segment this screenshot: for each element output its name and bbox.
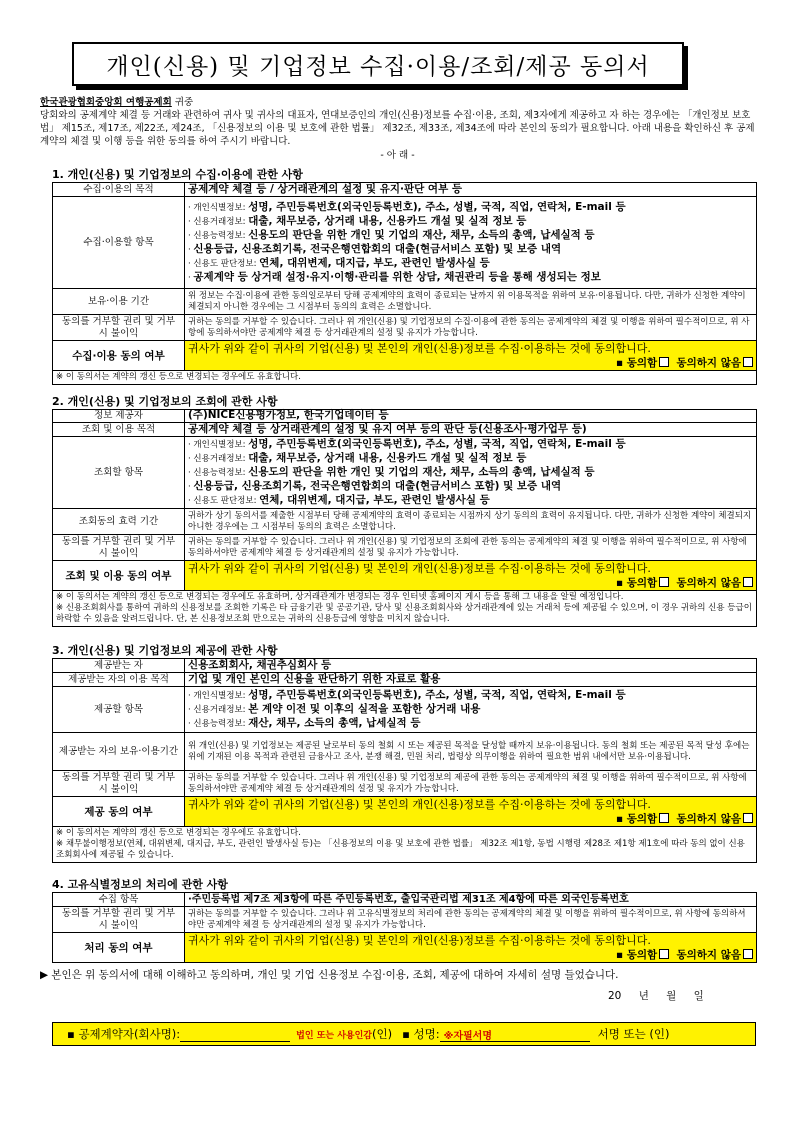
section-3-title: 3. 개인(신용) 및 기업정보의 제공에 관한 사항 — [52, 644, 278, 657]
s4-refuse-value: 귀하는 동의를 거부할 수 있습니다. 그러나 위 고유식별정보의 처리에 관한 동의는 공제계약의 체결 및 이행을 위하여 필수적이므로, 위 사항에 동의하셔야만 공제계약 체결 등 상거래관계의 설정 및 유지가 가능합니다. — [185, 907, 757, 933]
section-2-table — [52, 409, 757, 627]
intro-center: - 아 래 - — [380, 150, 415, 161]
section-1 — [52, 168, 757, 385]
section-4 — [52, 878, 757, 963]
name-label: ▪ 성명: — [402, 1027, 440, 1041]
section-4-title: 4. 고유식별정보의 처리에 관한 사항 — [52, 878, 228, 891]
consent-question: 귀사가 위와 같이 귀사의 기업(신용) 및 본인의 개인(신용)정보를 수집·이용하는 것에 동의합니다. — [188, 562, 651, 575]
seal-mark: (인) — [372, 1027, 393, 1041]
seal-note: 법인 또는 사용인감 — [296, 1030, 372, 1041]
s1-period-label: 보유·이용 기간 — [53, 289, 185, 315]
list-item: · 신용거래정보: 대출, 채무보증, 상거래 내용, 신용카드 개설 및 실적 정보 등 — [188, 451, 527, 464]
s3-purpose-label: 제공받는 자의 이용 목적 — [53, 673, 185, 687]
s2-consent-cell — [185, 561, 757, 591]
consent-question: 귀사가 위와 같이 귀사의 기업(신용) 및 본인의 개인(신용)정보를 수집·이용하는 것에 동의합니다. — [188, 934, 651, 947]
s1-note: ※ 이 동의서는 계약의 갱신 등으로 변경되는 경우에도 유효합니다. — [53, 371, 757, 385]
list-item: · 신용도 판단정보: 연체, 대위변제, 대지급, 부도, 관련인 발생사실 등 — [188, 493, 490, 506]
s3-consent-cell — [185, 797, 757, 827]
s3-purpose-value: 기업 및 개인 본인의 신용을 판단하기 위한 자료로 활용 — [185, 673, 757, 687]
s2-period-value: 귀하가 상기 동의서를 제출한 시점부터 당해 공제계약의 효력이 종료되는 시점까지 상기 동의의 효력이 유지됩니다. 다만, 귀하가 신청한 계약이 체결되지 아니한 경우에는 그 시점부터 동의의 효력은 소멸합니다. — [185, 509, 757, 535]
consent-question: 귀사가 위와 같이 귀사의 기업(신용) 및 본인의 개인(신용)정보를 수집·이용하는 것에 동의합니다. — [188, 342, 651, 355]
s3-notes — [53, 827, 757, 863]
intro — [40, 96, 755, 162]
list-item: · 신용거래정보: 본 계약 이전 및 이후의 실적을 포함한 상거래 내용 — [188, 702, 481, 715]
agree-checkbox[interactable] — [659, 357, 669, 367]
s1-purpose-label: 수집·이용의 목적 — [53, 183, 185, 197]
list-item: · 신용능력정보: 신용도의 판단을 위한 개인 및 기업의 재산, 채무, 소득의 총액, 납세실적 등 — [188, 228, 595, 241]
s2-note-2: ※ 신용조회회사를 통하여 귀하의 신용정보를 조회한 기록은 타 금융기관 및 공공기관, 당사 및 신용조회회사와 상거래관계에 있는 거래처 등에 제공될 수 있으며, 이 경우 귀하의 신용 등급이 하락할 수 있음을 알려드립니다. 단, 본 신용정보조회 만으로는 귀하의 신용등급에 영향을 미치지 않습니다. — [56, 603, 752, 624]
s3-note-1: ※ 이 동의서는 계약의 갱신 등으로 변경되는 경우에도 유효합니다. — [56, 828, 301, 838]
consent-options: ▪ 동의함 동의하지 않음 — [188, 948, 753, 962]
agree-checkbox[interactable] — [659, 949, 669, 959]
consent-question: 귀사가 위와 같이 귀사의 기업(신용) 및 본인의 개인(신용)정보를 수집·이용하는 것에 동의합니다. — [188, 798, 651, 811]
s3-items-label: 제공할 항목 — [53, 687, 185, 733]
section-3 — [52, 644, 757, 863]
s2-items-label: 조회할 항목 — [53, 437, 185, 509]
list-item: · 개인식별정보: 성명, 주민등록번호(외국인등록번호), 주소, 성별, 국적, 직업, 연락처, E-mail 등 — [188, 200, 626, 213]
section-4-table — [52, 892, 757, 963]
disagree-checkbox[interactable] — [743, 949, 753, 959]
s4-items-value: ·주민등록법 제7조 제3항에 따른 주민등록번호, 출입국관리법 제31조 제4항에 따른 외국인등록번호 — [185, 893, 757, 907]
s2-refuse-value: 귀하는 동의를 거부할 수 있습니다. 그러나 위 개인(신용) 및 기업정보의 조회에 관한 동의는 공제계약의 체결 및 이행을 위하여 필수적이므로, 위 사항에 동의하셔야만 공제계약 체결 등 상거래관계의 설정 및 유지가 가능합니다. — [185, 535, 757, 561]
s3-period-label: 제공받는 자의 보유·이용기간 — [53, 733, 185, 771]
company-label: ▪ 공제계약자(회사명): — [67, 1027, 181, 1041]
intro-suffix: 귀중 — [171, 97, 194, 108]
s1-purpose-value: 공제계약 체결 등 / 상거래관계의 설정 및 유지·판단 여부 등 — [185, 183, 757, 197]
s2-notes — [53, 591, 757, 627]
disagree-checkbox[interactable] — [743, 357, 753, 367]
list-item: · 개인식별정보: 성명, 주민등록번호(외국인등록번호), 주소, 성별, 국적, 직업, 연락처, E-mail 등 — [188, 437, 626, 450]
section-2 — [52, 395, 757, 627]
section-1-title: 1. 개인(신용) 및 기업정보의 수집·이용에 관한 사항 — [52, 168, 303, 181]
page-title: 개인(신용) 및 기업정보 수집·이용/조회/제공 동의서 — [72, 42, 684, 86]
s2-provider-value: (주)NICE신용평가정보, 한국기업데이터 등 — [185, 410, 757, 423]
s3-period-value: 위 개인(신용) 및 기업정보는 제공된 날로부터 동의 철회 시 또는 제공된 목적을 달성할 때까지 보유·이용됩니다. 동의 철회 또는 제공된 목적 달성 후에는 위에 기재된 이용 목적과 관련된 금융사고 조사, 분쟁 해결, 민원 처리, 법령상 의무이행을 위하여 필요한 범위 내에서만 보유·이용됩니다. — [185, 733, 757, 771]
list-item: · 신용능력정보: 재산, 채무, 소득의 총액, 납세실적 등 — [188, 716, 421, 729]
list-item: · 신용등급, 신용조회기록, 전국은행연합회의 대출(현금서비스 포함) 및 보증 내역 — [188, 479, 562, 492]
intro-body: 당회와의 공제계약 체결 등 거래와 관련하여 귀사 및 귀사의 대표자, 연대보증인의 개인(신용)정보를 수집·이용, 조회, 제3자에게 제공하고 자 하는 경우에는 「개인정보 보호법」 제15조, 제17조, 제22조, 제24조, 「신용정보의 이용 및 보호에 관한 법률」 제32조, 제33조, 제34조에 따라 본인의 동의가 필요합니다. 아래 내용을 확인하신 후 공제계약의 체결 및 이행 등을 위한 동의를 하여 주시기 바랍니다. — [40, 110, 755, 147]
signature-bar — [52, 1022, 756, 1046]
s2-period-label: 조회동의 효력 기간 — [53, 509, 185, 535]
consent-options: ▪ 동의함 동의하지 않음 — [188, 812, 753, 826]
s3-refuse-value: 귀하는 동의를 거부할 수 있습니다. 그러나 위 개인(신용) 및 기업정보의 제공에 관한 동의는 공제계약의 체결 및 이행을 위하여 필수적이므로, 위 사항에 동의하셔야만 공제계약 체결 등 상거래관계의 설정 및 유지가 가능합니다. — [185, 771, 757, 797]
list-item: · 신용거래정보: 대출, 채무보증, 상거래 내용, 신용카드 개설 및 실적 정보 등 — [188, 214, 527, 227]
consent-options: ▪ 동의함 동의하지 않음 — [188, 576, 753, 590]
agree-checkbox[interactable] — [659, 813, 669, 823]
s3-receiver-label: 제공받는 자 — [53, 659, 185, 673]
company-field[interactable] — [180, 1027, 290, 1042]
s4-consent-cell — [185, 933, 757, 963]
consent-options: ▪ 동의함 동의하지 않음 — [188, 356, 753, 370]
s2-purpose-label: 조회 및 이용 목적 — [53, 423, 185, 437]
list-item: · 공제계약 등 상거래 설정·유지·이행·관리를 위한 상담, 채권관리 등을 통해 생성되는 정보 — [188, 270, 601, 283]
s1-period-value: 위 정보는 수집·이용에 관한 동의일로부터 당해 공제계약의 효력이 종료되는 날까지 위 이용목적을 위하여 보유·이용됩니다. 다만, 귀하가 신청한 계약이 체결되지 아니한 경우에는 그 시점부터 동의의 효력은 소멸합니다. — [185, 289, 757, 315]
date-line[interactable]: 20 년 월 일 — [608, 990, 704, 1002]
list-item: · 개인식별정보: 성명, 주민등록번호(외국인등록번호), 주소, 성별, 국적, 직업, 연락처, E-mail 등 — [188, 688, 626, 701]
s4-items-label: 수집 항목 — [53, 893, 185, 907]
agree-checkbox[interactable] — [659, 577, 669, 587]
s1-consent-cell — [185, 341, 757, 371]
list-item: · 신용능력정보: 신용도의 판단을 위한 개인 및 기업의 재산, 채무, 소득의 총액, 납세실적 등 — [188, 465, 595, 478]
s1-refuse-value: 귀하는 동의를 거부할 수 있습니다. 그러나 위 개인(신용) 및 기업정보의 수집·이용에 관한 동의는 공제계약의 체결 및 이행을 위하여 필수적이므로, 위 사항에 동의하셔야만 공제계약 체결 등 상거래관계의 설정 및 유지가 가능합니다. — [185, 315, 757, 341]
disagree-checkbox[interactable] — [743, 577, 753, 587]
section-1-table — [52, 182, 757, 385]
s3-note-2: ※ 채무불이행정보(연체, 대위변제, 대지급, 부도, 관련인 발생사실 등)는 「신용정보의 이용 및 보호에 관한 법률」 제32조 제1항, 동법 시행령 제28조 제1항 제1호에 따라 동의 없이 신용조회회사에 제공될 수 있습니다. — [56, 839, 745, 860]
s2-items-list — [185, 437, 757, 509]
s2-provider-label: 정보 제공자 — [53, 410, 185, 423]
s2-purpose-value: 공제계약 체결 등 상거래관계의 설정 및 유지 여부 등의 판단 등(신용조사·평가업무 등) — [185, 423, 757, 437]
s1-consent-label: 수집·이용 동의 여부 — [53, 341, 185, 371]
s3-items-list — [185, 687, 757, 733]
s3-receiver-value: 신용조회회사, 채권추심회사 등 — [185, 659, 757, 673]
section-3-table — [52, 658, 757, 863]
s1-items-label: 수집·이용할 항목 — [53, 197, 185, 289]
disagree-checkbox[interactable] — [743, 813, 753, 823]
footer-statement: ▶ 본인은 위 동의서에 대해 이해하고 동의하며, 개인 및 기업 신용정보 수집·이용, 조회, 제공에 대하여 자세히 설명 들었습니다. — [40, 969, 619, 981]
section-2-title: 2. 개인(신용) 및 기업정보의 조회에 관한 사항 — [52, 395, 278, 408]
s3-refuse-label: 동의를 거부할 권리 및 거부 시 불이익 — [53, 771, 185, 797]
s3-consent-label: 제공 동의 여부 — [53, 797, 185, 827]
s4-refuse-label: 동의를 거부할 권리 및 거부 시 불이익 — [53, 907, 185, 933]
sign-label: 서명 또는 (인) — [597, 1027, 670, 1041]
name-field[interactable]: ※자필서명 — [440, 1027, 590, 1042]
list-item: · 신용등급, 신용조회기록, 전국은행연합회의 대출(현금서비스 포함) 및 보증 내역 — [188, 242, 562, 255]
s1-items-list — [185, 197, 757, 289]
s2-refuse-label: 동의를 거부할 권리 및 거부 시 불이익 — [53, 535, 185, 561]
s4-consent-label: 처리 동의 여부 — [53, 933, 185, 963]
s2-consent-label: 조회 및 이용 동의 여부 — [53, 561, 185, 591]
s2-note-1: ※ 이 동의서는 계약의 갱신 등으로 변경되는 경우에도 유효하며, 상거래관계가 변경되는 경우 인터넷 홈페이지 게시 등을 통해 그 내용을 알릴 예정입니다. — [56, 592, 624, 602]
intro-org: 한국관광협회중앙회 여행공제회 — [40, 97, 172, 108]
list-item: · 신용도 판단정보: 연체, 대위변제, 대지급, 부도, 관련인 발생사실 등 — [188, 256, 490, 269]
s1-refuse-label: 동의를 거부할 권리 및 거부 시 불이익 — [53, 315, 185, 341]
